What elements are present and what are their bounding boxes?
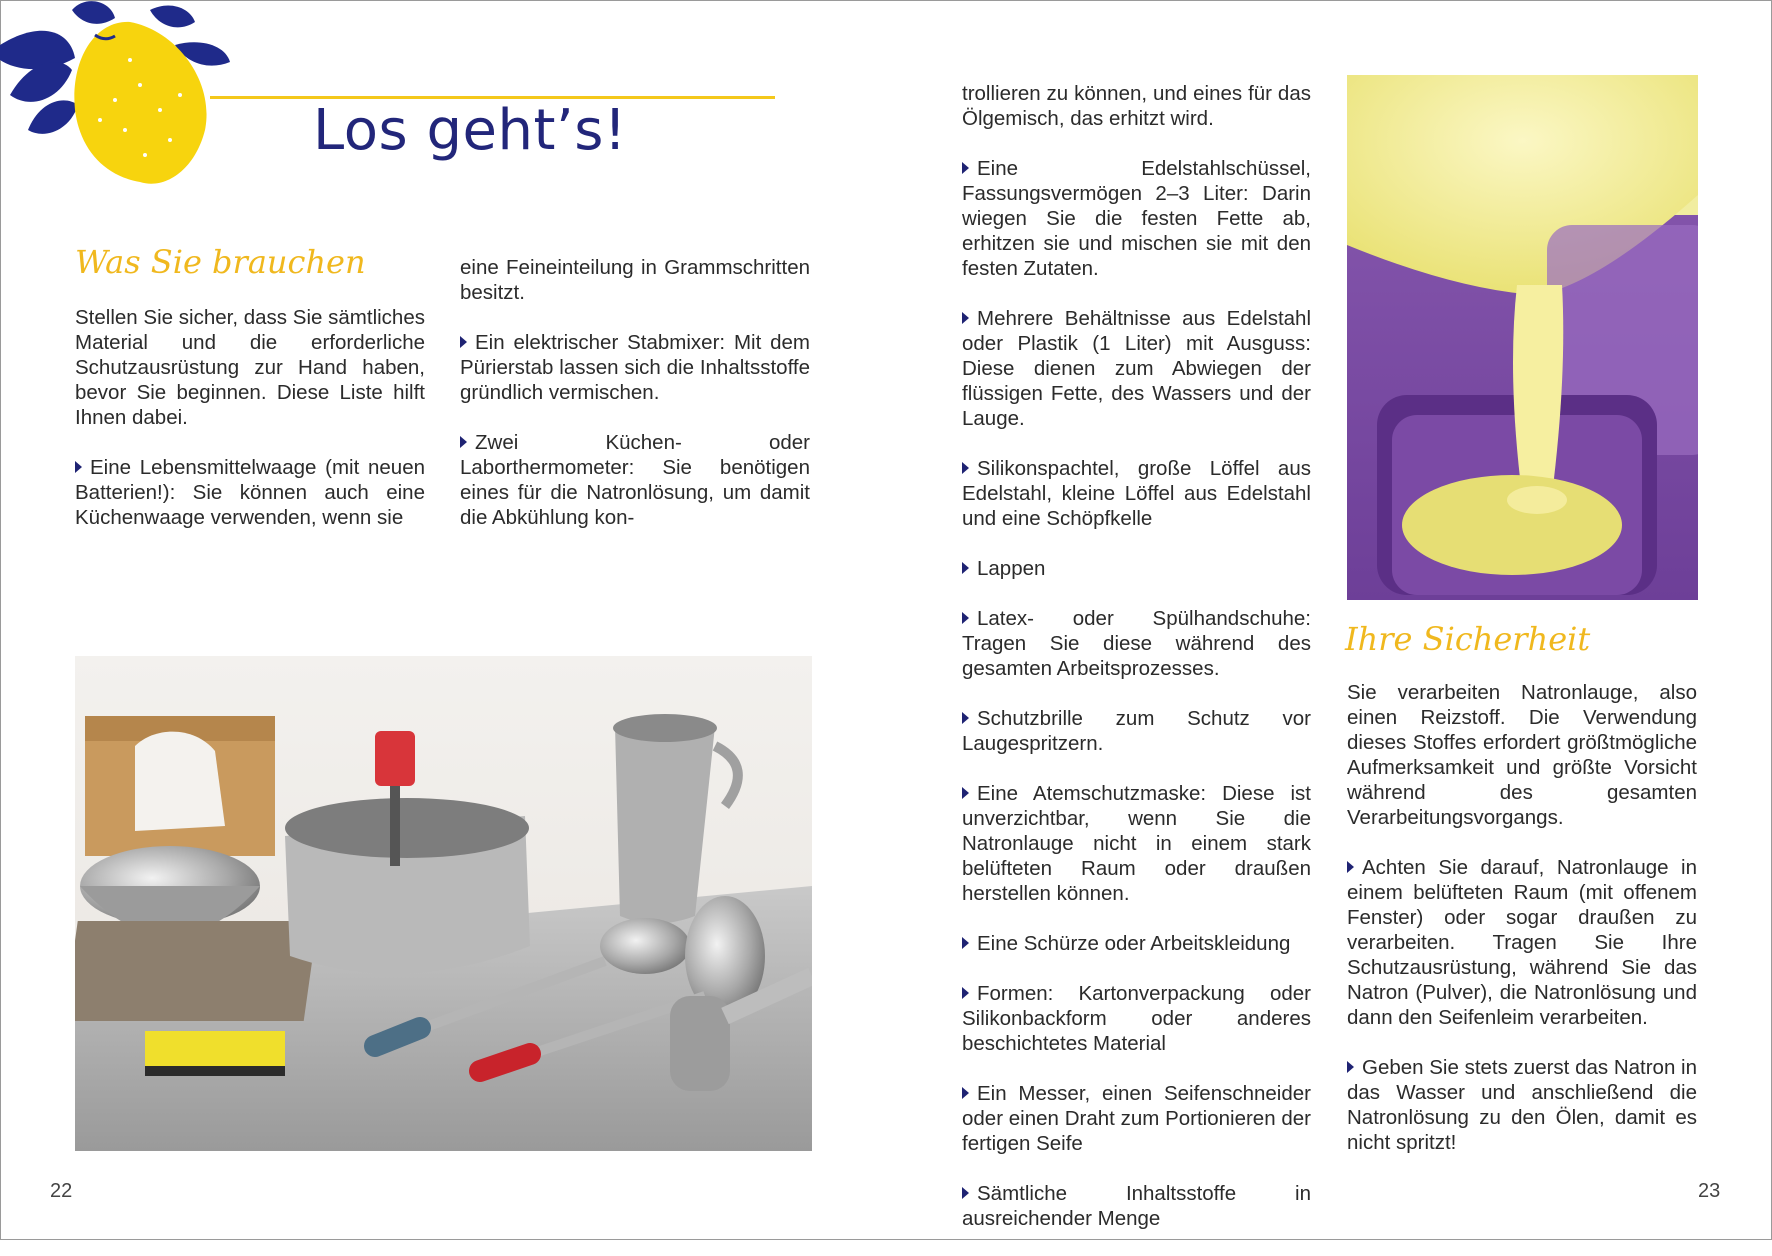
page-number-right: 23 [1698,1180,1721,1202]
list-item: Eine Atemschutzmaske: Diese ist unverzichtbar, wenn Sie die Natronlauge nicht in einem stark belüfteten Raum oder draußen herstellen können. [962,782,1311,905]
list-item: Silikonspachtel, große Löffel aus Edelstahl, kleine Löffel aus Edelstahl und eine Schöpfkelle [962,457,1311,530]
list-item: Geben Sie stets zuerst das Natron in das Wasser und anschließend die Natronlösung zu den Ölen, damit es nicht spritzt! [1347,1056,1698,1154]
bullet-triangle-icon [962,462,969,474]
continued-paragraph: trollieren zu können, und eines für das Ölgemisch, das erhitzt wird. [962,82,1311,130]
list-item: Lappen [962,556,1311,581]
bullet-triangle-icon [460,336,467,348]
list-item: Achten Sie darauf, Natronlauge in einem belüfteten Raum (mit offenem Fenster) oder sogar draußen zu verarbeiten. Tragen Sie Ihre Schutzausrüstung, während Sie das Natron (Pulver), die Natronlösung und dann den Seifenleim verarbeiten. [1347,856,1697,1029]
page-title: Los geht’s! [313,98,627,163]
column-3 [962,81,1311,1256]
bullet-triangle-icon [460,436,467,448]
column-4 [1347,680,1697,1180]
lemon-illustration [0,0,260,200]
list-item: Eine Edelstahlschüssel, Fassungsvermögen 2–3 Liter: Darin wiegen Sie die festen Fette ab, erhitzen sie und mischen sie mit den festen Zutaten. [962,157,1311,280]
column-2 [460,255,810,555]
bullet-triangle-icon [962,712,969,724]
section-heading-needs: Was Sie brauchen [75,243,366,281]
intro-paragraph: Sie verarbeiten Natronlauge, also einen Reizstoff. Die Verwendung dieses Stoffes erfordert größtmögliche Aufmerksamkeit und größte Vorsicht während des gesamten Verarbeitungsvorgangs. [1347,681,1697,829]
bullet-triangle-icon [962,987,969,999]
list-item: Zwei Küchen- oder Laborthermometer: Sie benötigen eines für die Natronlösung, um damit die Abkühlung kon- [460,431,810,529]
column-1 [75,305,425,555]
list-item: Mehrere Behältnisse aus Edelstahl oder Plastik (1 Liter) mit Ausguss: Diese dienen zum Abwiegen der flüssigen Fette, des Wassers und der Lauge. [962,307,1311,430]
list-item: Eine Lebensmittelwaage (mit neuen Batterien!): Sie können auch eine Küchenwaage verwenden, wenn sie [75,456,425,529]
bullet-triangle-icon [962,1187,969,1199]
bullet-triangle-icon [962,162,969,174]
bullet-triangle-icon [962,1087,969,1099]
list-item: Eine Schürze oder Arbeitskleidung [962,931,1311,956]
bullet-triangle-icon [962,562,969,574]
intro-paragraph: Stellen Sie sicher, dass Sie sämtliches Material und die erforderliche Schutzausrüstung zur Hand haben, bevor Sie beginnen. Diese Liste hilft Ihnen dabei. [75,306,425,429]
bullet-triangle-icon [962,937,969,949]
pouring-soap-photo [1347,75,1698,600]
list-item: Ein elektrischer Stabmixer: Mit dem Pürierstab lassen sich die Inhaltsstoffe gründlich vermischen. [460,331,810,404]
bullet-triangle-icon [75,461,82,473]
equipment-photo [75,656,812,1151]
bullet-triangle-icon [1347,861,1354,873]
continued-paragraph: eine Feineinteilung in Grammschritten besitzt. [460,256,810,304]
list-item: Schutzbrille zum Schutz vor Laugespritzern. [962,707,1311,755]
section-heading-safety: Ihre Sicherheit [1345,620,1591,658]
bullet-triangle-icon [962,612,969,624]
bullet-triangle-icon [1347,1061,1354,1073]
list-item: Latex- oder Spülhandschuhe: Tragen Sie diese während des gesamten Arbeitsprozesses. [962,607,1311,680]
bullet-triangle-icon [962,312,969,324]
list-item: Sämtliche Inhaltsstoffe in ausreichender Menge [962,1182,1311,1230]
list-item: Ein Messer, einen Seifenschneider oder einen Draht zum Portionieren der fertigen Seife [962,1082,1311,1155]
list-item: Formen: Kartonverpackung oder Silikonbackform oder anderes beschichtetes Material [962,982,1311,1055]
page-number-left: 22 [50,1180,73,1202]
bullet-triangle-icon [962,787,969,799]
